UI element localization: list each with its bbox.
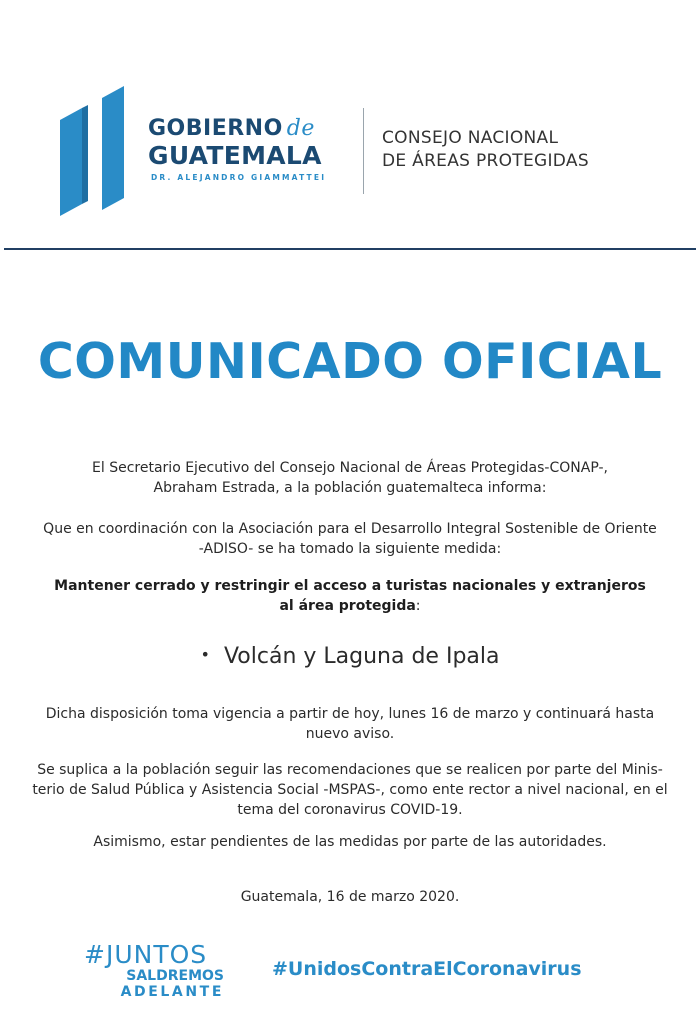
coordination-line2: -ADISO- se ha tomado la siguiente medida: bbox=[198, 541, 502, 557]
header-rule bbox=[4, 248, 696, 250]
authorities-paragraph: Asimismo, estar pendientes de las medidas por parte de las autoridades. bbox=[93, 834, 607, 850]
juntos-line2: SALDREMOS bbox=[126, 968, 224, 984]
juntos-line1: #JUNTOS bbox=[84, 940, 208, 969]
government-logo-line1 bbox=[148, 116, 353, 142]
request-line3: tema del coronavirus COVID-19. bbox=[237, 802, 463, 818]
header-divider bbox=[363, 108, 364, 194]
conap-line2: DE ÁREAS PROTEGIDAS bbox=[382, 151, 589, 171]
bullet-icon: • bbox=[200, 645, 210, 664]
measure-line2-wrap bbox=[8, 596, 692, 616]
bullet-text: Volcán y Laguna de Ipala bbox=[223, 644, 500, 669]
guatemala-word: GUATEMALA bbox=[148, 141, 322, 170]
coordination-line1: Que en coordinación con la Asociación para el Desarrollo Integral Sostenible de Oriente bbox=[43, 521, 657, 537]
measure-colon: : bbox=[415, 598, 421, 614]
measure-line2: al área protegida bbox=[279, 598, 416, 614]
request-paragraph bbox=[8, 760, 692, 820]
bullet-item bbox=[0, 640, 700, 672]
request-line1: Se suplica a la población seguir las recomendaciones que se realicen por parte del Minis- bbox=[37, 762, 663, 778]
intro-line1: El Secretario Ejecutivo del Consejo Nacional de Áreas Protegidas-CONAP-, bbox=[92, 460, 608, 476]
place-date: Guatemala, 16 de marzo 2020. bbox=[240, 889, 460, 905]
juntos-line3: ADELANTE bbox=[120, 984, 224, 1000]
coordination-paragraph bbox=[8, 519, 692, 559]
government-word: GOBIERNO bbox=[148, 116, 283, 141]
intro-paragraph bbox=[8, 458, 692, 498]
conap-line1: CONSEJO NACIONAL bbox=[382, 128, 559, 148]
government-logo bbox=[148, 116, 353, 184]
validity-paragraph bbox=[8, 704, 692, 744]
stripes-logo-icon bbox=[60, 86, 132, 216]
validity-line1: Dicha disposición toma vigencia a partir de hoy, lunes 16 de marzo y continuará hasta bbox=[45, 706, 655, 722]
measure-line1: Mantener cerrado y restringir el acceso a turistas nacionales y extranjeros bbox=[54, 578, 646, 594]
page-title: COMUNICADO OFICIAL bbox=[37, 333, 663, 390]
government-de: de bbox=[286, 116, 315, 141]
measure-paragraph bbox=[8, 576, 692, 616]
intro-line2: Abraham Estrada, a la población guatemalteca informa: bbox=[153, 480, 547, 496]
president-name: DR. ALEJANDRO GIAMMATTEI bbox=[151, 173, 327, 182]
request-line2: terio de Salud Pública y Asistencia Social -MSPAS-, como ente rector a nivel nacional, en el bbox=[32, 782, 668, 798]
unidos-hashtag: #UnidosContraElCoronavirus bbox=[272, 958, 582, 980]
juntos-hashtag-logo bbox=[84, 942, 234, 1000]
conap-name bbox=[382, 127, 589, 173]
validity-line2: nuevo aviso. bbox=[305, 726, 395, 742]
